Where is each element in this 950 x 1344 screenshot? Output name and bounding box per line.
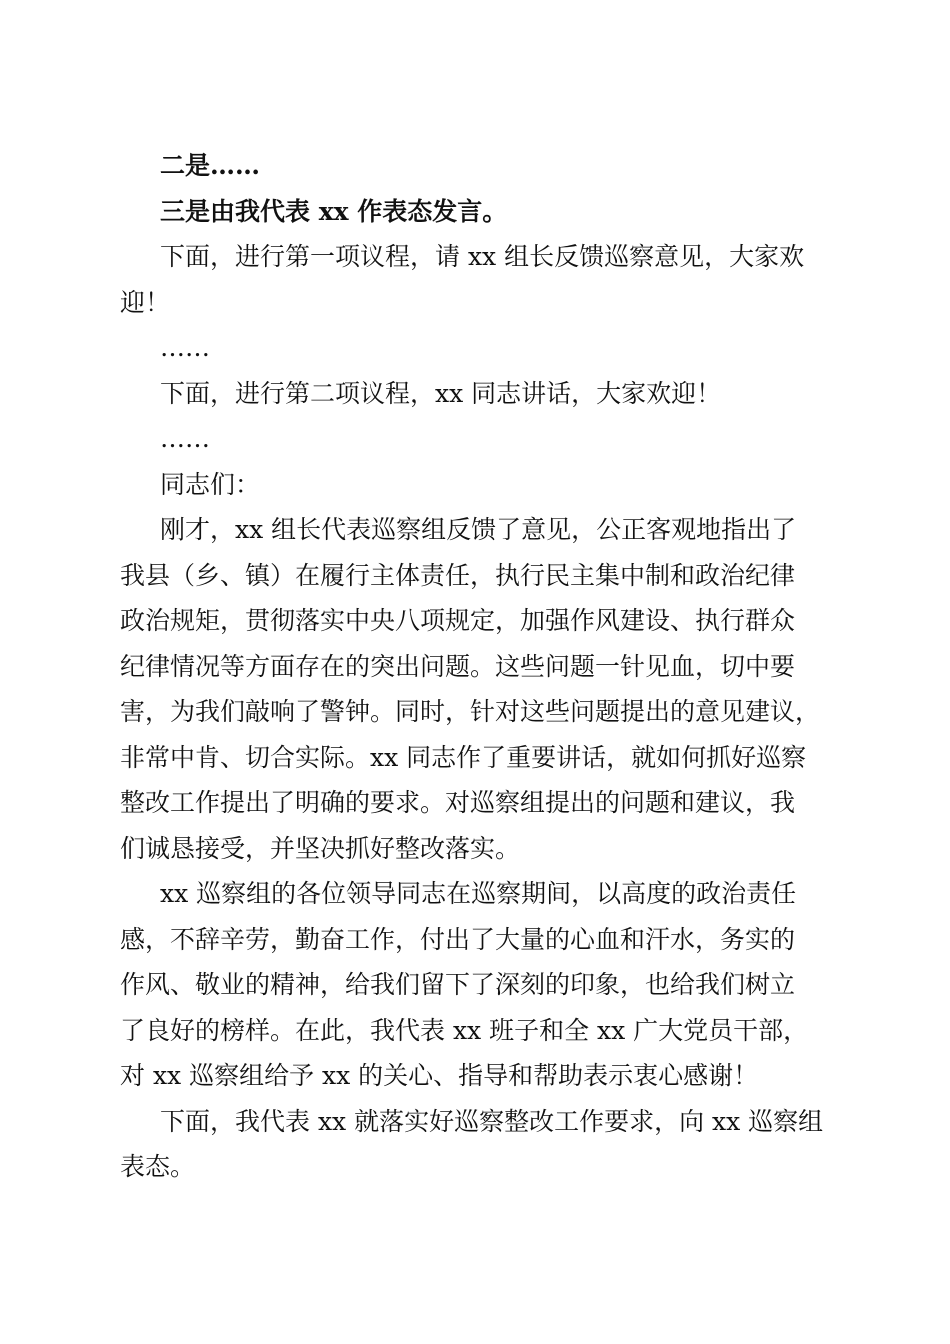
- second-item-intro: 下面，进行第二项议程，xx 同志讲话，大家欢迎！: [160, 378, 722, 408]
- paragraph-2: [120, 871, 832, 1099]
- agenda-item-3: 三是由我代表 xx 作表态发言。: [160, 196, 508, 226]
- agenda-item-2: 二是……: [160, 151, 261, 180]
- paragraph-3: [120, 1099, 832, 1190]
- text-line: xx 巡察组的各位领导同志在巡察期间，以高度的政治责任: [160, 879, 797, 908]
- text-line: 政治规矩，贯彻落实中央八项规定，加强作风建设、执行群众: [120, 606, 796, 635]
- paragraph-1: [120, 507, 832, 871]
- text-line: 对 xx 巡察组给予 xx 的关心、指导和帮助表示衷心感谢！: [120, 1061, 759, 1090]
- text-line: 了良好的榜样。在此，我代表 xx 班子和全 xx 广大党员干部，: [120, 1015, 809, 1045]
- text-line: 纪律情况等方面存在的突出问题。这些问题一针见血，切中要: [120, 651, 796, 681]
- text-line: 下面，进行第一项议程，请 xx 组长反馈巡察意见，大家欢: [160, 242, 805, 271]
- text-line: 们诚恳接受，并坚决抓好整改落实。: [120, 833, 521, 863]
- ellipsis-line: ……: [160, 333, 210, 362]
- text-line: 非常中肯、切合实际。xx 同志作了重要讲话，就如何抓好巡察: [120, 742, 807, 772]
- text-line: 表态。: [120, 1152, 196, 1181]
- text-line: 作风、敬业的精神，给我们留下了深刻的印象，也给我们树立: [120, 970, 796, 999]
- text-line: 下面，我代表 xx 就落实好巡察整改工作要求，向 xx 巡察组: [160, 1106, 824, 1136]
- first-item-intro: [120, 234, 832, 325]
- text-line: 我县（乡、镇）在履行主体责任，执行民主集中制和政治纪律: [120, 560, 796, 590]
- text-line: 整改工作提出了明确的要求。对巡察组提出的问题和建议，我: [120, 788, 796, 817]
- text-line: 刚才，xx 组长代表巡察组反馈了意见，公正客观地指出了: [160, 515, 797, 544]
- text-line: 迎！: [120, 287, 171, 317]
- salutation: 同志们：: [160, 469, 261, 499]
- text-line: 害，为我们敲响了警钟。同时，针对这些问题提出的意见建议，: [120, 697, 821, 726]
- ellipsis-line: ……: [160, 424, 210, 453]
- document-body: [120, 143, 832, 1190]
- text-line: 感，不辞辛劳，勤奋工作，付出了大量的心血和汗水，务实的: [120, 924, 796, 954]
